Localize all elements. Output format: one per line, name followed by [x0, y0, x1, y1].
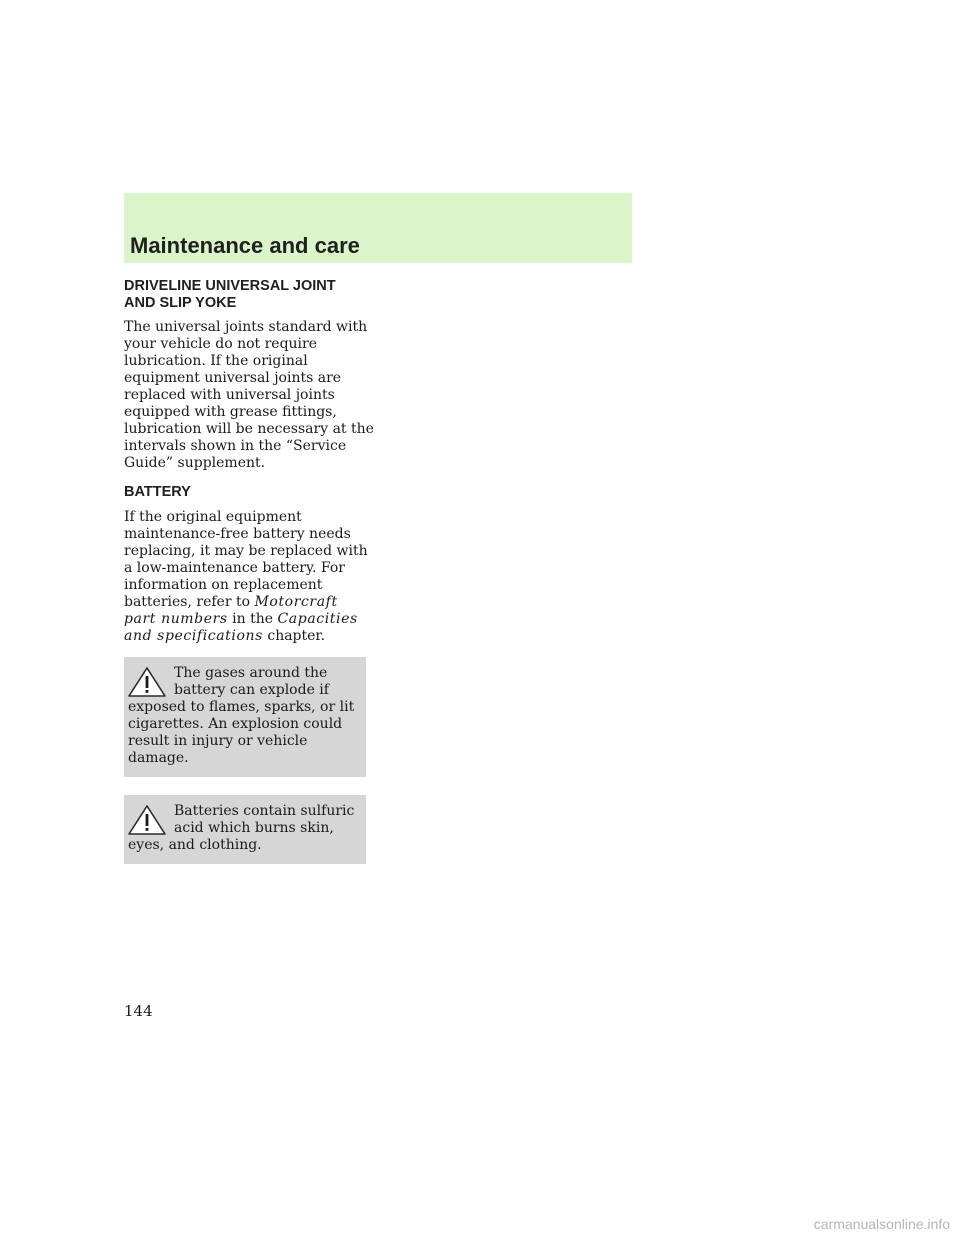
- page-number: 144: [124, 1002, 153, 1020]
- battery-text-end: chapter.: [262, 627, 326, 644]
- battery-text-start: If the original equipment maintenance-free battery needs replacing, it may be replaced with a low-maintenance battery. For information on replacement batteries, refer to: [124, 508, 368, 610]
- warning-triangle-icon: [126, 665, 168, 699]
- capacities-and-specifications-reference: Capacities and specifications: [124, 610, 358, 644]
- battery-paragraph: [124, 509, 374, 645]
- warning-box-acid: [124, 795, 366, 864]
- heading-line-1: DRIVELINE UNIVERSAL JOINT: [124, 278, 336, 294]
- warning-text-acid: Batteries contain sulfuric acid which burns skin, eyes, and clothing.: [128, 802, 355, 853]
- warning-text-explosion: The gases around the battery can explode if exposed to flames, sparks, or lit cigarettes. An explosion could result in injury or vehicle damage.: [128, 664, 355, 766]
- warning-box-explosion: [124, 657, 366, 777]
- driveline-paragraph: The universal joints standard with your vehicle do not require lubrication. If the original equipment universal joints are replaced with universal joints equipped with grease fittings, lubrication will be necessary at the intervals shown in the “Service Guide” supplement.: [124, 319, 374, 471]
- battery-text-mid: in the: [227, 610, 278, 627]
- section-heading-battery: BATTERY: [124, 484, 191, 500]
- section-heading-driveline: [124, 278, 374, 311]
- warning-triangle-icon: [126, 803, 168, 837]
- chapter-header-band: [124, 193, 632, 263]
- heading-line-2: AND SLIP YOKE: [124, 294, 237, 311]
- chapter-title: Maintenance and care: [130, 233, 360, 258]
- motorcraft-part-numbers-reference: Motorcraft part numbers: [124, 593, 338, 627]
- page-content: [124, 278, 374, 882]
- watermark: carmanualsonline.info: [813, 1216, 950, 1232]
